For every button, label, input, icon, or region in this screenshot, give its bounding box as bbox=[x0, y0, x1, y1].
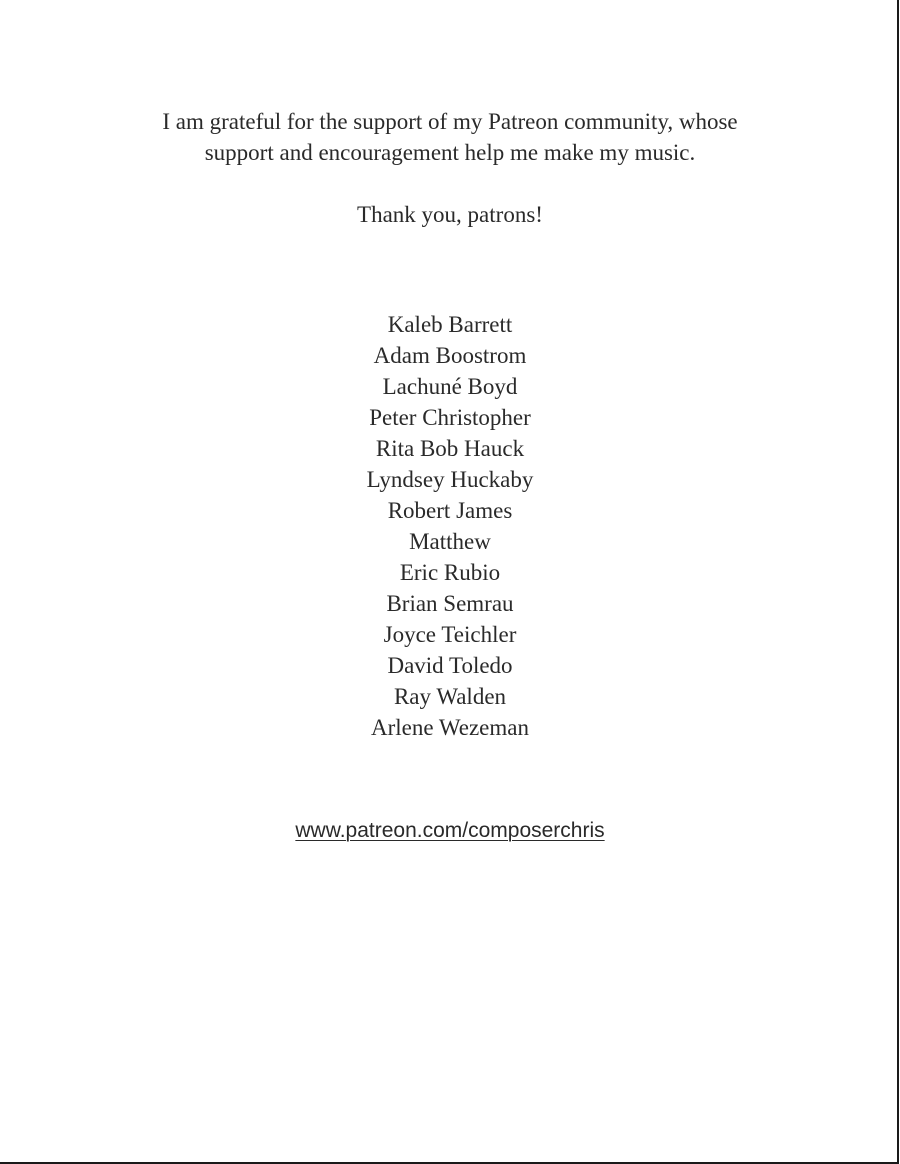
patron-name: Lachuné Boyd bbox=[382, 374, 518, 399]
thank-you-line: Thank you, patrons! bbox=[357, 202, 543, 227]
patron-list bbox=[0, 309, 900, 743]
patron-name: Joyce Teichler bbox=[383, 622, 517, 647]
patron-name: Rita Bob Hauck bbox=[375, 436, 525, 461]
patron-name: Eric Rubio bbox=[399, 560, 501, 585]
patron-name: Peter Christopher bbox=[369, 405, 531, 430]
intro-line-1: I am grateful for the support of my Patreon community, whose bbox=[162, 109, 738, 134]
patron-name: Lyndsey Huckaby bbox=[366, 467, 534, 492]
patron-name: David Toledo bbox=[387, 653, 513, 678]
intro-line-2: support and encouragement help me make my music. bbox=[204, 140, 696, 165]
patron-name: Kaleb Barrett bbox=[387, 312, 513, 337]
patron-name: Adam Boostrom bbox=[373, 343, 527, 368]
patron-name: Arlene Wezeman bbox=[370, 715, 529, 740]
patron-name: Brian Semrau bbox=[386, 591, 514, 616]
patron-name: Ray Walden bbox=[393, 684, 507, 709]
link-container bbox=[0, 816, 900, 846]
patreon-link[interactable]: www.patreon.com/composerchris bbox=[295, 819, 605, 842]
patron-name: Robert James bbox=[387, 498, 513, 523]
patron-name: Matthew bbox=[409, 529, 491, 554]
intro-paragraph bbox=[0, 106, 900, 168]
